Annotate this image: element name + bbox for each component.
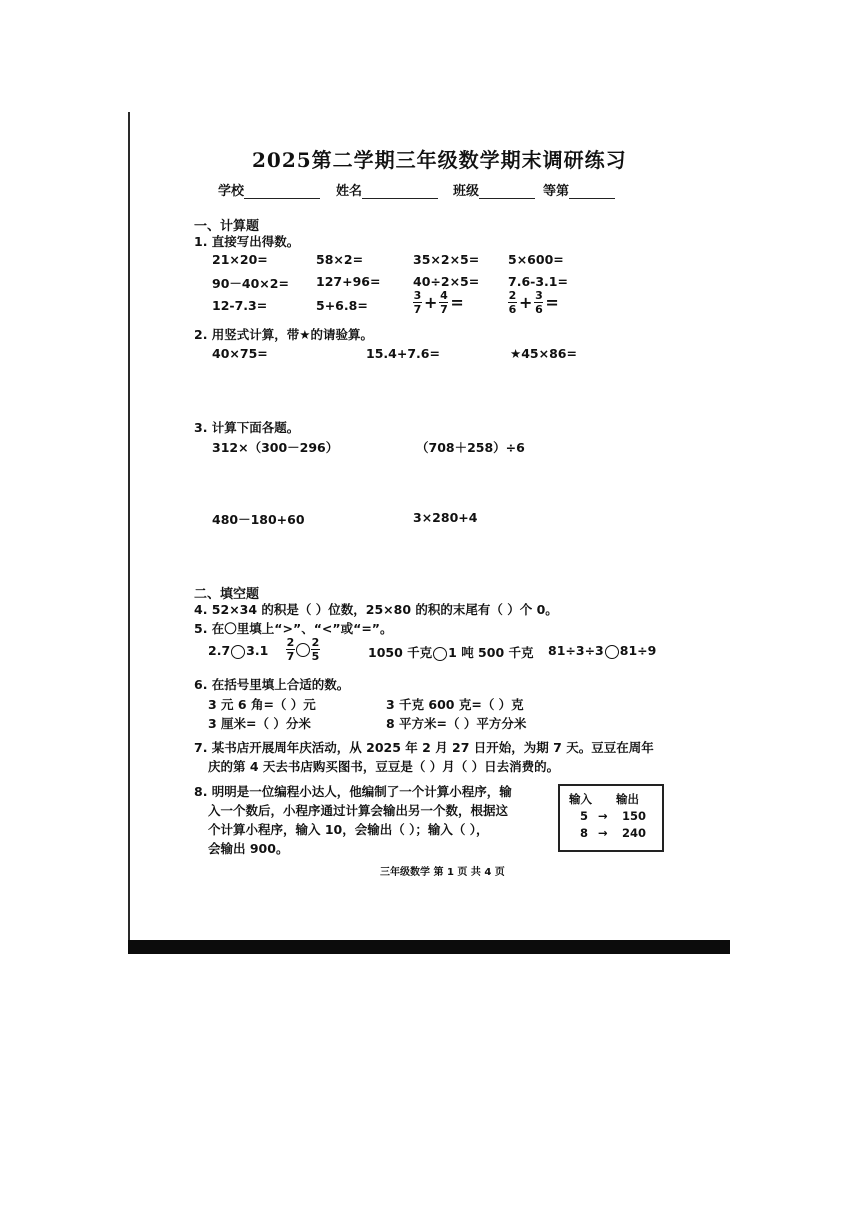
- field-grade: [543, 180, 615, 199]
- denominator: 6: [535, 303, 543, 316]
- q2-item1: 40×75=: [212, 346, 268, 361]
- q7-line1: 7. 某书店开展周年庆活动，从 2025 年 2 月 27 日开始，为期 7 天。豆豆在周年: [194, 740, 654, 755]
- q3-item3: 480－180+60: [212, 512, 305, 527]
- plus-sign: +: [424, 293, 438, 312]
- q7-line2: 庆的第 4 天去书店购买图书，豆豆是（ ）月（ ）日去消费的。: [208, 759, 560, 774]
- io-row2-output: 240: [622, 826, 647, 840]
- field-school: [218, 180, 320, 199]
- compare-left: 81÷3÷3: [548, 643, 604, 658]
- q8-line4: 会输出 900。: [208, 841, 289, 856]
- q2-item2: 15.4+7.6=: [366, 346, 440, 361]
- q3-item1: 312×（300－296）: [212, 440, 339, 455]
- q1-row1-item4: 5×600=: [508, 252, 564, 267]
- numerator: 3: [413, 289, 422, 302]
- denominator: 5: [311, 650, 320, 663]
- field-school-label: 学校: [218, 184, 245, 199]
- equals-sign: =: [450, 293, 464, 312]
- numerator: 4: [440, 289, 448, 302]
- q8-line1: 8. 明明是一位编程小达人，他编制了一个计算小程序，输: [194, 784, 512, 799]
- arrow-right-icon: →: [598, 826, 608, 840]
- field-grade-blank[interactable]: [569, 198, 615, 199]
- q1-fraction-sum-a: [413, 290, 466, 315]
- q1-row3-item2: 5+6.8=: [316, 298, 368, 313]
- q8-line2: 入一个数后，小程序通过计算会输出另一个数，根据这: [208, 803, 509, 818]
- field-class-blank[interactable]: [479, 198, 535, 199]
- field-grade-label: 等第: [543, 184, 570, 199]
- compare-left: 2.7: [208, 643, 231, 658]
- compare-right: 81÷9: [619, 643, 657, 658]
- q5-compare-2: [286, 637, 320, 662]
- section2-heading: 二、填空题: [194, 587, 260, 602]
- field-class-label: 班级: [453, 184, 480, 199]
- field-class: [453, 180, 535, 199]
- q6-item3: 3 厘米=（ ）分米: [208, 716, 311, 731]
- q1-label: 1. 直接写出得数。: [194, 234, 300, 249]
- q6-item4: 8 平方米=（ ）平方分米: [386, 716, 527, 731]
- q3-item4: 3×280+4: [413, 510, 478, 525]
- field-name: [336, 180, 438, 199]
- plus-sign: +: [519, 293, 533, 312]
- compare-circle[interactable]: [296, 643, 310, 657]
- io-header-input: 输入: [569, 792, 592, 806]
- compare-circle[interactable]: [433, 647, 447, 661]
- numerator: 2: [286, 636, 295, 649]
- io-row1-output: 150: [622, 809, 647, 823]
- q1-row2-item4: 7.6-3.1=: [508, 274, 568, 289]
- numerator: 3: [535, 289, 543, 302]
- q2-item3: ★45×86=: [510, 346, 577, 361]
- compare-right: 1 吨 500 千克: [448, 645, 534, 660]
- denominator: 6: [508, 303, 517, 316]
- fraction: [508, 290, 517, 315]
- q6-item2: 3 千克 600 克=（ ）克: [386, 697, 524, 712]
- fraction: [413, 290, 422, 315]
- q1-row2-item1: 90－40×2=: [212, 276, 289, 291]
- q6-label: 6. 在括号里填上合适的数。: [194, 677, 350, 692]
- fraction: [286, 637, 295, 662]
- compare-circle[interactable]: [605, 645, 619, 659]
- denominator: 7: [440, 303, 448, 316]
- q6-item1: 3 元 6 角=（ ）元: [208, 697, 316, 712]
- q2-label: 2. 用竖式计算，带★的请验算。: [194, 327, 374, 342]
- compare-circle[interactable]: [231, 645, 245, 659]
- q4-text: 4. 52×34 的积是（ ）位数，25×80 的积的末尾有（ ）个 0。: [194, 602, 558, 617]
- field-name-blank[interactable]: [362, 198, 438, 199]
- io-table: [558, 784, 664, 852]
- page-footer: 三年级数学 第 1 页 共 4 页: [380, 867, 505, 878]
- page-title: 2025第二学期三年级数学期末调研练习: [252, 148, 627, 172]
- q1-row2-item2: 127+96=: [316, 274, 381, 289]
- field-school-blank[interactable]: [244, 198, 320, 199]
- q1-row3-item1: 12-7.3=: [212, 298, 268, 313]
- field-name-label: 姓名: [336, 184, 363, 199]
- q1-row1-item2: 58×2=: [316, 252, 364, 267]
- q5-compare-4: [548, 643, 656, 659]
- section1-heading: 一、计算题: [194, 219, 260, 234]
- q1-row1-item1: 21×20=: [212, 252, 268, 267]
- q5-compare-1: [208, 643, 268, 659]
- q5-compare-3: [368, 643, 534, 661]
- numerator: 2: [508, 289, 517, 302]
- fraction: [534, 290, 543, 315]
- q3-item2: （708＋258）÷6: [416, 440, 525, 455]
- q3-label: 3. 计算下面各题。: [194, 420, 300, 435]
- scan-bottom-bar: [128, 940, 730, 954]
- q5-label: 5. 在〇里填上“>”、“<”或“=”。: [194, 621, 393, 636]
- q8-line3: 个计算小程序，输入 10，会输出（ ）；输入（ ），: [208, 822, 489, 837]
- fraction: [439, 290, 448, 315]
- io-row1-input: 5: [580, 809, 589, 823]
- denominator: 7: [413, 303, 422, 316]
- q1-row1-item3: 35×2×5=: [413, 252, 480, 267]
- io-header-output: 输出: [616, 792, 639, 806]
- denominator: 7: [286, 650, 295, 663]
- numerator: 2: [311, 636, 320, 649]
- fraction: [311, 637, 320, 662]
- arrow-right-icon: →: [598, 809, 608, 823]
- compare-right: 3.1: [246, 643, 269, 658]
- equals-sign: =: [545, 293, 559, 312]
- io-row2-input: 8: [580, 826, 589, 840]
- q1-row2-item3: 40÷2×5=: [413, 274, 480, 289]
- q1-fraction-sum-b: [508, 290, 561, 315]
- compare-left: 1050 千克: [368, 645, 433, 660]
